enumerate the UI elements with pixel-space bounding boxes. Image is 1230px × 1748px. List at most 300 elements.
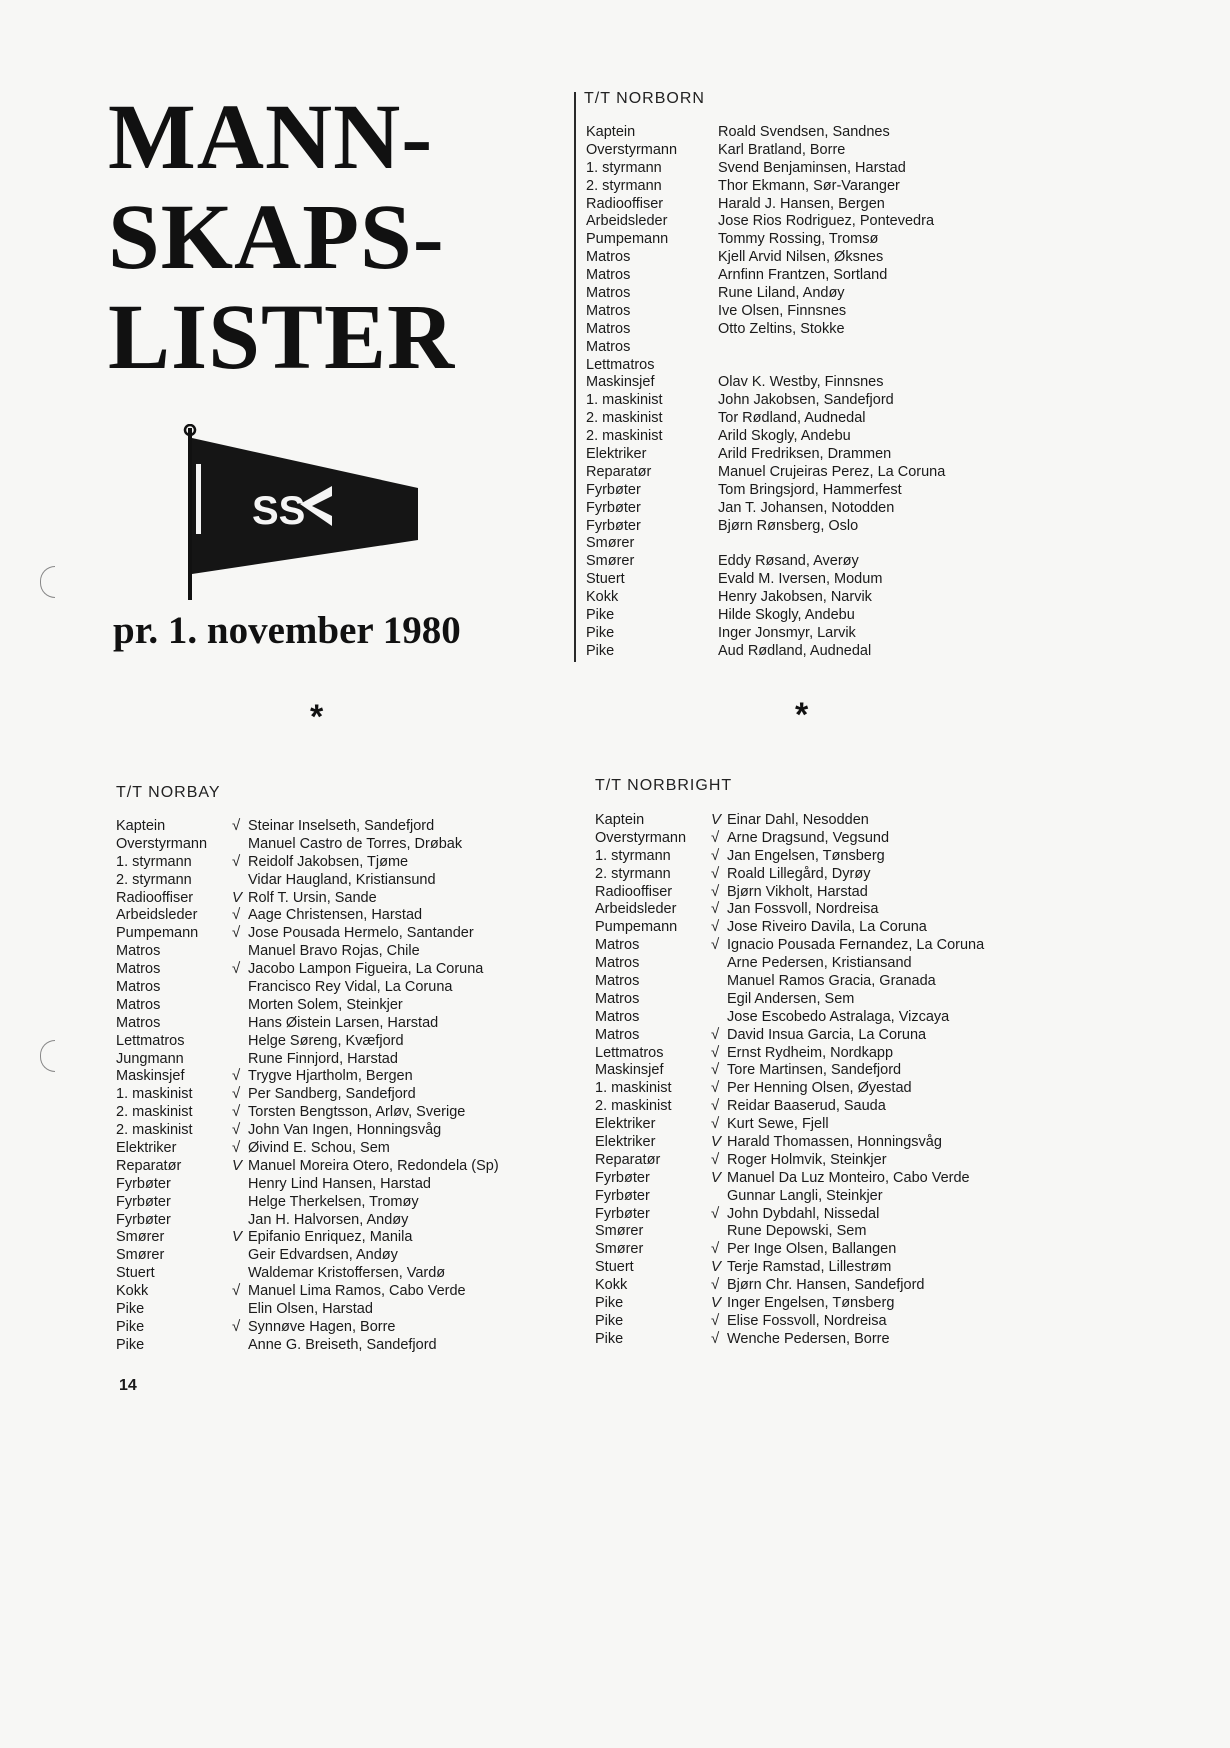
crew-role: Matros [586,249,631,266]
crew-role: Matros [595,1026,640,1043]
crew-role: Matros [116,996,161,1013]
crew-name: Jan Fossvoll, Nordreisa [727,901,879,918]
crew-row [595,866,1155,884]
crew-role: Fyrbøter [586,481,641,498]
crew-role: Pike [595,1330,624,1347]
crew-role: Reparatør [116,1157,182,1174]
crew-name: Roger Holmvik, Steinkjer [727,1151,887,1168]
checkmark-icon: √ [711,1240,720,1258]
crew-name: Jose Rios Rodriguez, Pontevedra [718,213,935,230]
crew-role: 2. maskinist [586,410,663,427]
crew-role: Lettmatros [116,1032,185,1049]
company-pennant-icon [182,424,422,604]
crew-row [586,374,1146,392]
crew-row [595,1259,1155,1277]
crew-name: Bjørn Chr. Hansen, Sandefjord [727,1277,925,1294]
crew-role: Matros [586,285,631,302]
crew-name: Aud Rødland, Audnedal [718,642,872,659]
crew-role: Overstyrmann [116,835,208,852]
crew-role: Pike [116,1336,145,1353]
checkmark-icon: √ [232,1067,241,1085]
checkmark-icon: √ [711,1311,720,1329]
crew-name: Ernst Rydheim, Nordkapp [727,1044,894,1061]
crew-role: 1. maskinist [116,1086,193,1103]
checkmark-icon: √ [711,1276,720,1294]
checkmark-icon: √ [711,882,720,900]
crew-name: Roald Lillegård, Dyrøy [727,865,871,882]
crew-name: Arild Fredriksen, Drammen [718,446,892,463]
crew-row [595,830,1155,848]
crew-row [595,1295,1155,1313]
crew-name: Gunnar Langli, Steinkjer [727,1187,883,1204]
crew-role: Fyrbøter [595,1187,650,1204]
crew-row [595,1277,1155,1295]
crew-row [116,1301,676,1319]
crew-name: Olav K. Westby, Finnsnes [718,374,884,391]
crew-row [586,213,1146,231]
crew-row [586,428,1146,446]
crew-row [586,124,1146,142]
crew-role: 1. styrmann [116,853,192,870]
crew-role: 2. styrmann [595,865,671,882]
checkmark-icon: √ [232,1317,241,1335]
crew-role: Smører [116,1247,165,1264]
crew-row [116,1033,676,1051]
crew-name: Torsten Bengtsson, Arløv, Sverige [248,1104,466,1121]
crew-row [116,1212,676,1230]
crew-name: Per Sandberg, Sandefjord [248,1086,416,1103]
crew-name: Per Henning Olsen, Øyestad [727,1080,912,1097]
crew-name: Kurt Sewe, Fjell [727,1116,829,1133]
crew-name: Terje Ramstad, Lillestrøm [727,1259,892,1276]
crew-role: Pumpemann [116,925,199,942]
crew-list-norborn [586,124,1146,661]
checkmark-icon: V [232,1156,243,1174]
crew-role: Arbeidsleder [116,907,198,924]
crew-name: Manuel Castro de Torres, Drøbak [248,835,463,852]
crew-name: Egil Andersen, Sem [727,990,855,1007]
crew-row [586,160,1146,178]
crew-name: Steinar Inselseth, Sandefjord [248,818,435,834]
crew-row [586,500,1146,518]
crew-role: 2. maskinist [595,1098,672,1115]
crew-list-norbright [595,812,1155,1349]
crew-name: Vidar Haugland, Kristiansund [248,871,436,888]
crew-role: Overstyrmann [586,141,678,158]
crew-row [586,267,1146,285]
crew-row [116,907,676,925]
checkmark-icon: √ [232,1085,241,1103]
crew-name: Jose Pousada Hermelo, Santander [248,925,474,942]
crew-role: Stuert [116,1265,155,1282]
crew-role: Lettmatros [586,356,655,373]
crew-role: Matros [116,1014,161,1031]
crew-row [116,854,676,872]
checkmark-icon: √ [711,1115,720,1133]
crew-name: Synnøve Hagen, Borre [248,1318,396,1335]
crew-name: John Jakobsen, Sandefjord [718,392,894,409]
crew-role: Radiooffiser [586,195,664,212]
crew-role: 1. styrmann [586,159,662,176]
crew-role: Kokk [116,1283,149,1300]
crew-role: 1. maskinist [595,1080,672,1097]
crew-name: Helge Søreng, Kvæfjord [248,1032,404,1049]
binder-hole-mark [40,566,55,598]
crew-row [595,848,1155,866]
crew-role: 2. maskinist [116,1122,193,1139]
crew-row [586,553,1146,571]
crew-role: Pike [595,1312,624,1329]
crew-name: Tom Bringsjord, Hammerfest [718,481,902,498]
crew-row [586,410,1146,428]
crew-role: Matros [595,990,640,1007]
crew-name: John Van Ingen, Honningsvåg [248,1122,442,1139]
crew-role: Matros [595,973,640,990]
crew-row [116,1337,676,1355]
ship-title-norborn: T/T NORBORN [584,90,705,107]
crew-name: Jose Riveiro Davila, La Coruna [727,919,927,936]
crew-role: Matros [116,943,161,960]
checkmark-icon: √ [232,817,241,834]
crew-role: Pike [116,1301,145,1318]
crew-role: Elektriker [116,1140,177,1157]
crew-role: Arbeidsleder [586,213,668,230]
crew-role: Pike [595,1295,624,1312]
checkmark-icon: √ [232,960,241,978]
checkmark-icon: √ [711,828,720,846]
crew-row [586,482,1146,500]
checkmark-icon: V [232,1228,243,1246]
date-line: pr. 1. november 1980 [113,609,461,652]
crew-name: Arnfinn Frantzen, Sortland [718,267,888,284]
crew-role: Stuert [595,1259,634,1276]
crew-role: 1. maskinist [586,392,663,409]
crew-row [586,196,1146,214]
crew-name: Reidolf Jakobsen, Tjøme [248,853,409,870]
crew-role: Fyrbøter [116,1211,171,1228]
crew-row [116,1122,676,1140]
crew-row [595,1331,1155,1349]
crew-row [595,1062,1155,1080]
crew-row [595,1098,1155,1116]
crew-name: Tommy Rossing, Tromsø [718,231,879,248]
checkmark-icon: √ [711,936,720,954]
crew-role: 2. maskinist [586,428,663,445]
crew-name: Arne Pedersen, Kristiansand [727,955,912,972]
title-line-1: MANN- [108,86,434,189]
checkmark-icon: √ [711,846,720,864]
crew-role: Matros [116,979,161,996]
crew-row [116,1158,676,1176]
crew-role: Matros [595,955,640,972]
crew-row [595,1027,1155,1045]
crew-name: Harald J. Hansen, Bergen [718,195,885,212]
page-number: 14 [119,1377,137,1394]
checkmark-icon: V [711,1294,722,1312]
crew-name: Hilde Skogly, Andebu [718,607,855,624]
checkmark-icon: √ [711,1043,720,1061]
crew-row [116,1265,676,1283]
crew-row [116,818,676,836]
crew-role: Matros [586,267,631,284]
checkmark-icon: √ [711,1061,720,1079]
crew-name: Ignacio Pousada Fernandez, La Coruna [727,937,985,954]
crew-role: Overstyrmann [595,829,687,846]
crew-name: Rune Liland, Andøy [718,285,845,302]
crew-row [116,1051,676,1069]
checkmark-icon: √ [232,1121,241,1139]
checkmark-icon: √ [711,1150,720,1168]
crew-name: Manuel Crujeiras Perez, La Coruna [718,463,946,480]
crew-row [595,1188,1155,1206]
crew-name: Jacobo Lampon Figueira, La Coruna [248,961,484,978]
crew-row [116,1176,676,1194]
crew-row [586,607,1146,625]
crew-role: 1. styrmann [595,847,671,864]
crew-row [595,1116,1155,1134]
crew-name: Manuel Moreira Otero, Redondela (Sp) [248,1157,499,1174]
checkmark-icon: V [711,811,722,828]
crew-role: Fyrbøter [595,1205,650,1222]
crew-role: Maskinsjef [116,1068,185,1085]
crew-name: Tore Martinsen, Sandefjord [727,1062,902,1079]
crew-name: Eddy Røsand, Averøy [718,553,859,570]
crew-role: Pike [586,642,615,659]
checkmark-icon: √ [711,1025,720,1043]
crew-row [586,589,1146,607]
crew-name: Wenche Pedersen, Borre [727,1330,890,1347]
crew-role: 2. maskinist [116,1104,193,1121]
crew-role: Matros [586,320,631,337]
crew-name: Bjørn Rønsberg, Oslo [718,517,859,534]
crew-row [586,142,1146,160]
crew-row [116,997,676,1015]
crew-row [116,1229,676,1247]
crew-role: Pike [116,1318,145,1335]
crew-row [586,285,1146,303]
crew-name: Tor Rødland, Audnedal [718,410,866,427]
crew-name: Morten Solem, Steinkjer [248,996,403,1013]
crew-role: Kokk [586,589,619,606]
crew-name: Henry Lind Hansen, Harstad [248,1175,431,1192]
crew-role: Smører [116,1229,165,1246]
crew-role: Smører [595,1241,644,1258]
crew-list-norbay [116,818,676,1355]
checkmark-icon: √ [711,1329,720,1347]
checkmark-icon: √ [711,864,720,882]
crew-role: Matros [595,937,640,954]
crew-row [586,571,1146,589]
crew-row [586,464,1146,482]
crew-role: Fyrbøter [116,1193,171,1210]
checkmark-icon: √ [232,924,241,942]
crew-row [595,991,1155,1009]
crew-name: Roald Svendsen, Sandnes [718,124,890,140]
crew-role: Kaptein [586,124,636,140]
checkmark-icon: √ [232,1282,241,1300]
crew-role: Fyrbøter [595,1169,650,1186]
crew-name: Rolf T. Ursin, Sande [248,889,377,906]
checkmark-icon: √ [711,1079,720,1097]
checkmark-icon: V [711,1133,722,1151]
crew-role: Lettmatros [595,1044,664,1061]
checkmark-icon: √ [232,1103,241,1121]
ship-title-norbay: T/T NORBAY [116,784,221,801]
ship-title-norbright: T/T NORBRIGHT [595,777,733,794]
crew-row [586,357,1146,375]
crew-name: Inger Jonsmyr, Larvik [718,624,856,641]
crew-row [586,321,1146,339]
crew-row [116,1319,676,1337]
column-divider [574,92,576,662]
crew-name: Øivind E. Schou, Sem [248,1140,390,1157]
crew-row [595,901,1155,919]
crew-row [595,1045,1155,1063]
crew-row [595,1152,1155,1170]
separator-star-left: * [310,698,324,736]
crew-name: Helge Therkelsen, Tromøy [248,1193,419,1210]
crew-row [586,249,1146,267]
crew-row [595,1241,1155,1259]
crew-row [116,1140,676,1158]
crew-name: Manuel Da Luz Monteiro, Cabo Verde [727,1169,970,1186]
checkmark-icon: √ [232,1139,241,1157]
crew-role: 2. styrmann [116,871,192,888]
crew-name: Elin Olsen, Harstad [248,1301,373,1318]
crew-name: Kjell Arvid Nilsen, Øksnes [718,249,884,266]
crew-name: Jan Engelsen, Tønsberg [727,847,885,864]
crew-role: Matros [586,302,631,319]
crew-role: Fyrbøter [116,1175,171,1192]
crew-role: Fyrbøter [586,499,641,516]
crew-row [116,1104,676,1122]
crew-row [116,836,676,854]
crew-role: Kokk [595,1277,628,1294]
crew-row [586,446,1146,464]
title-line-3: LISTER [108,286,456,389]
crew-row [116,925,676,943]
crew-role: Kaptein [116,818,166,834]
crew-role: Reparatør [586,463,652,480]
crew-row [586,303,1146,321]
crew-row [586,178,1146,196]
crew-row [116,872,676,890]
crew-role: Pike [586,607,615,624]
crew-row [595,937,1155,955]
crew-role: Maskinsjef [586,374,655,391]
crew-role: Pike [586,624,615,641]
crew-row [586,643,1146,661]
checkmark-icon: V [711,1168,722,1186]
crew-name: Arild Skogly, Andebu [718,428,851,445]
crew-role: Arbeidsleder [595,901,677,918]
crew-row [595,919,1155,937]
crew-row [116,1068,676,1086]
crew-row [595,973,1155,991]
crew-row [116,943,676,961]
crew-role: Pumpemann [586,231,669,248]
checkmark-icon: √ [232,852,241,870]
crew-role: Maskinsjef [595,1062,664,1079]
crew-name: Arne Dragsund, Vegsund [727,829,890,846]
crew-row [595,1009,1155,1027]
crew-name: Rune Finnjord, Harstad [248,1050,398,1067]
crew-row [595,812,1155,830]
crew-name: Epifanio Enriquez, Manila [248,1229,413,1246]
crew-row [116,890,676,908]
crew-name: Rune Depowski, Sem [727,1223,867,1240]
crew-name: Bjørn Vikholt, Harstad [727,883,868,900]
checkmark-icon: √ [711,900,720,918]
crew-row [586,392,1146,410]
crew-row [116,1015,676,1033]
crew-name: Otto Zeltins, Stokke [718,320,845,337]
crew-name: Evald M. Iversen, Modum [718,571,883,588]
crew-name: David Insua Garcia, La Coruna [727,1026,927,1043]
crew-row [595,1080,1155,1098]
crew-role: Matros [116,961,161,978]
crew-name: Aage Christensen, Harstad [248,907,423,924]
crew-role: Matros [595,1008,640,1025]
crew-role: 2. styrmann [586,177,662,194]
crew-name: Manuel Ramos Gracia, Granada [727,973,936,990]
crew-name: Anne G. Breiseth, Sandefjord [248,1336,437,1353]
crew-row [586,339,1146,357]
checkmark-icon: √ [232,906,241,924]
crew-role: Smører [595,1223,644,1240]
crew-row [116,1086,676,1104]
crew-role: Reparatør [595,1151,661,1168]
crew-name: Thor Ekmann, Sør-Varanger [718,177,900,194]
crew-name: John Dybdahl, Nissedal [727,1205,880,1222]
crew-name: Manuel Lima Ramos, Cabo Verde [248,1283,466,1300]
crew-name: Jan T. Johansen, Notodden [718,499,895,516]
crew-name: Per Inge Olsen, Ballangen [727,1241,897,1258]
crew-row [116,979,676,997]
crew-name: Harald Thomassen, Honningsvåg [727,1134,942,1151]
crew-name: Henry Jakobsen, Narvik [718,589,872,606]
crew-name: Karl Bratland, Borre [718,141,846,158]
binder-hole-mark [40,1040,55,1072]
separator-star-right: * [795,696,809,734]
crew-row [116,1194,676,1212]
crew-name: Svend Benjaminsen, Harstad [718,159,906,176]
crew-role: Elektriker [595,1116,656,1133]
crew-row [586,625,1146,643]
crew-role: Kaptein [595,812,645,828]
checkmark-icon: V [232,888,243,906]
crew-role: Fyrbøter [586,517,641,534]
title-line-2: SKAPS- [108,186,445,289]
checkmark-icon: √ [711,918,720,936]
crew-name: Geir Edvardsen, Andøy [248,1247,398,1264]
crew-name: Waldemar Kristoffersen, Vardø [248,1265,446,1282]
crew-name: Ive Olsen, Finnsnes [718,302,847,319]
crew-row [595,884,1155,902]
crew-row [595,1134,1155,1152]
crew-role: Radiooffiser [595,883,673,900]
crew-name: Elise Fossvoll, Nordreisa [727,1312,887,1329]
crew-row [595,1170,1155,1188]
crew-row [595,1206,1155,1224]
crew-role: Elektriker [586,446,647,463]
page-title [108,88,508,388]
crew-name: Francisco Rey Vidal, La Coruna [248,979,453,996]
crew-role: Elektriker [595,1134,656,1151]
crew-row [586,231,1146,249]
crew-name: Jose Escobedo Astralaga, Vizcaya [727,1008,950,1025]
crew-role: Radiooffiser [116,889,194,906]
